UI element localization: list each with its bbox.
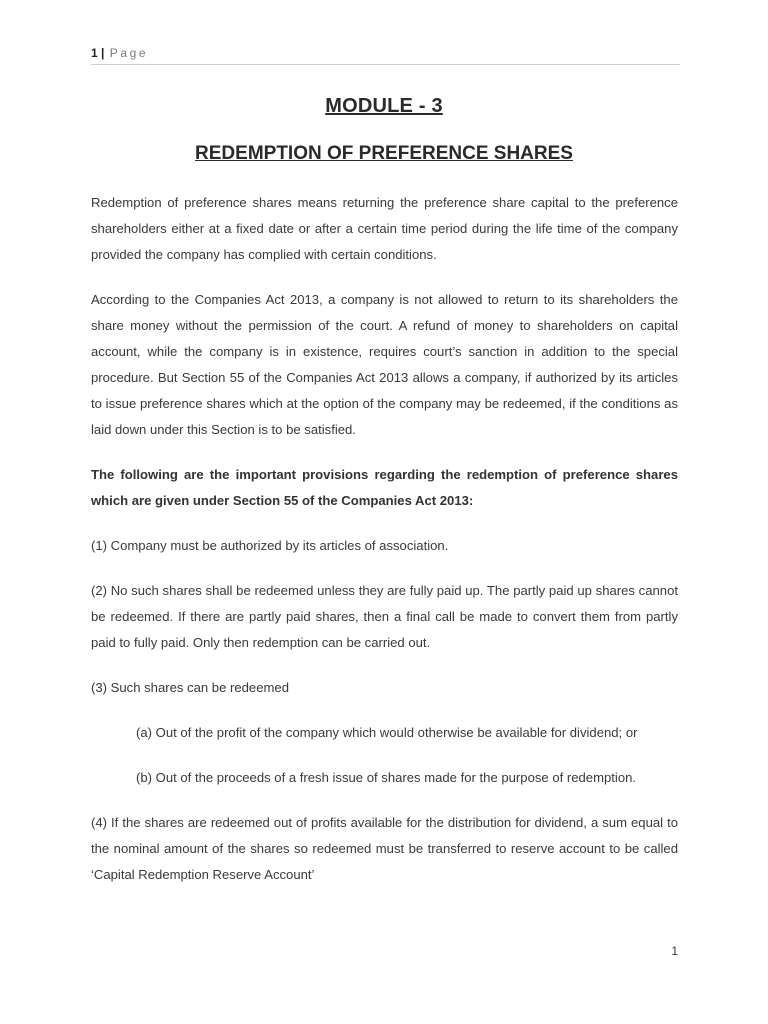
header-page-number: 1 bbox=[91, 46, 98, 60]
provision-item-3: (3) Such shares can be redeemed bbox=[91, 680, 289, 695]
page-header bbox=[91, 46, 680, 65]
header-separator: | bbox=[101, 46, 105, 60]
paragraph-provisions-intro: The following are the important provisions regarding the redemption of preference shares which are given under Section 55 of the Companies Act 2013: bbox=[91, 467, 678, 508]
paragraph-companies-act: According to the Companies Act 2013, a company is not allowed to return to its shareholders the share money without the permission of the court. A refund of money to shareholders on capital account, while the company is in existence, requires court’s sanction in addition to the special procedure. But Section 55 of the Companies Act 2013 allows a company, if authorized by its articles to issue preference shares which at the option of the company may be redeemed, if the conditions as laid down under this Section is to be satisfied. bbox=[91, 292, 678, 437]
document-body bbox=[91, 190, 678, 907]
provision-item-2: (2) No such shares shall be redeemed unless they are fully paid up. The partly paid up shares cannot be redeemed. If there are partly paid shares, then a final call be made to convert them from partly paid to fully paid. Only then redemption can be carried out. bbox=[91, 583, 678, 650]
provision-item-4: (4) If the shares are redeemed out of profits available for the distribution for dividend, a sum equal to the nominal amount of the shares so redeemed must be transferred to reserve account to be called ‘Capital Redemption Reserve Account’ bbox=[91, 815, 678, 882]
provision-item-3b: (b) Out of the proceeds of a fresh issue of shares made for the purpose of redemption. bbox=[136, 770, 637, 785]
module-title: MODULE - 3 bbox=[325, 95, 443, 117]
paragraph-definition: Redemption of preference shares means returning the preference share capital to the preference shareholders either at a fixed date or after a certain time period during the life time of the company provided the company has complied with certain conditions. bbox=[91, 195, 678, 262]
document-title: REDEMPTION OF PREFERENCE SHARES bbox=[195, 143, 573, 164]
footer-page-number: 1 bbox=[671, 944, 678, 958]
header-page-label: Page bbox=[109, 46, 149, 60]
provision-item-3a: (a) Out of the profit of the company which would otherwise be available for dividend; or bbox=[136, 725, 638, 740]
provision-item-1: (1) Company must be authorized by its articles of association. bbox=[91, 538, 449, 553]
